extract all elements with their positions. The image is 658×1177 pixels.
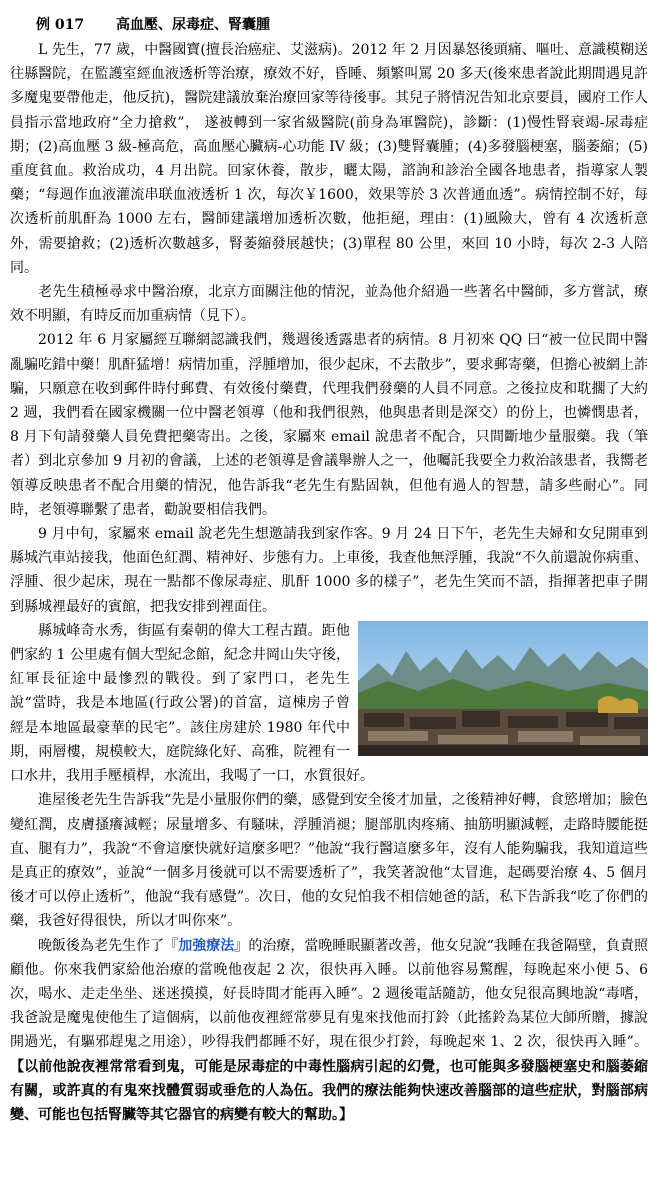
paragraph-5-text: 縣城峰奇水秀，街區有秦朝的偉大工程古蹟。距他們家約 1 公里處有個大型紀念館，紀念井岡山失守後，紅軍長征途中最慘烈的戰役。到了家門口，老先生說“當時，我是本地區(行政公署)的首富，這棟房子曾經是本地區最豪華的民宅”。該住房建於 1980 年代中期，兩層樓，規模較大，庭院綠化好、高雅，院裡有一口水井，我用手壓槓桿，水流出，我喝了一口，水質很好。 <box>10 622 374 785</box>
case-number: 例 017 <box>36 17 85 33</box>
method-link[interactable]: 加強療法 <box>178 937 235 954</box>
case-title: 高血壓、尿毒症、腎囊腫 <box>116 17 270 33</box>
paragraph-7-intro: 晚飯後為老先生作了『 <box>38 937 179 954</box>
paragraph-5-with-photo <box>10 619 648 788</box>
paragraph-1: L 先生，77 歲，中醫國寶(擅長治癌症、艾滋病)。2012 年 2 月因暴怒後頭痛、嘔吐、意識模糊送往縣醫院，在監護室經血液透析等治療，療效不好，昏睡、頻繁叫罵 20 多天(後來患者說此期間遇見許多魔鬼要帶他走，他反抗)，醫院建議放棄治療回家等待後事。其兒子將情況告知北京要員，國府工作人員指示當地政府“全力搶救”， 遂被轉到一家省級醫院(前身為軍醫院)，診斷：(1)慢性腎衰竭-尿毒症期；(2)高血壓 3 級-極高危，高血壓心臟病-心功能 IV 級；(3)雙腎囊腫；(4)多發腦梗塞，腦萎縮；(5)重度貧血。救治成功，4 月出院。回家休養，散步，曬太陽，諮詢和診治全國各地患者，指導家人製藥；“每週作血液灌流串联血液透析 1 次，每次￥1600，效果等於 3 次普通血透”。病情控制不好，每次透析前肌酐為 1000 左右，醫師建議增加透析次數，他拒絕，理由：(1)風險大，曾有 4 次透析意外，需要搶救；(2)透析次數越多，腎萎縮發展越快；(3)單程 80 公里，來回 10 小時，每次 2-3 人陪同。 <box>10 42 648 276</box>
landscape-photo-image <box>358 621 648 756</box>
paragraph-6: 進屋後老先生告訴我“先是小量服你們的藥，感覺到安全後才加量，之後精神好轉，食慾增加；臉色變紅潤，皮膚搔癢減輕；尿量增多、有騷味，浮腫消褪；腿部肌肉疼痛、抽筋明顯減輕，走路時腰能挺直、腿有力”，我說“不會這麼快就好這麼多吧？”他說“我行醫這麼多年，沒有人能夠騙我，我知道這些是真正的療效”，並說“一個多月後就可以不需要透析了”，我笑著說他“太冒進，起碼要治療 4、5 個月後才可以停止透析”，他說“我有感覺”。次日，他的女兒怕我不相信她爸的話，私下告訴我“吃了你們的藥，我爸好得很快，所以才叫你來”。 <box>10 792 648 930</box>
paragraph-7-note: 【以前他說夜裡常常看到鬼，可能是尿毒症的中毒性腦病引起的幻覺，也可能與多發腦梗塞史和腦萎縮有關，或許真的有鬼來找體質弱或垂危的人為伍。我們的療法能夠快速改善腦部的這些症狀，對腦部病變、可能也包括腎臟等其它器官的病變有較大的幫助。】 <box>10 1058 648 1123</box>
case-heading <box>36 14 648 36</box>
paragraph-7 <box>10 934 648 1128</box>
paragraph-2: 老先生積極尋求中醫治療，北京方面關注他的情況，並為他介紹過一些著名中醫師，多方嘗試，療效不明顯，有時反而加重病情（見下）。 <box>10 284 648 325</box>
landscape-photo <box>358 621 648 756</box>
paragraph-3: 2012 年 6 月家屬經互聯網認識我們，幾週後透露患者的病情。8 月初來 QQ 曰“被一位民間中醫亂騙吃錯中藥！肌酐猛增！病情加重，浮腫增加，很少起床，不去散步”，要求郵寄藥，但擔心被網上詐騙，只願意在收到郵件時付郵費、有效後付藥費，代理我們發藥的人員不同意。之後拉皮和耽擱了大約 2 週，我們看在國家機關一位中醫老領導（他和我們很熟，他與患者則是深交）的份上，也憐憫患者，8 月下旬請發藥人員免費把藥寄出。之後，家屬來 email 說患者不配合，只間斷地少量服藥。我（筆者）到北京參加 9 月初的會議，上述的老領導是會議舉辦人之一，他囑託我要全力救治該患者，我嚮老領導反映患者不配合用藥的情況，他告訴我“老先生有點固執，但他有過人的智慧，請多些耐心”。同時，老領導聯繫了患者，勸說要相信我們。 <box>10 332 648 518</box>
paragraph-7-body: 』的治療，當晚睡眠顯著改善，他女兒說“我睡在我爸隔壁，負責照顧他。你來我們家給他治療的當晚他夜起 2 次，很快再入睡。以前他容易驚醒，每晚起來小便 5、6 次，喝水、走走坐坐、迷迷摸摸，好長時間才能再入睡”。2 週後電話隨訪，他女兒很高興地說“毒嗜，我爸說是魔鬼使他生了這個病，以前他夜裡經常夢見有鬼來找他而打鈴（此搖鈴為某位大師所贈，據說開過光，有驅邪趕鬼之用途），吵得我們都睡不好，現在很少打鈴，每晚起來 1、2 次，很快再入睡”。 <box>10 937 649 1051</box>
paragraph-4: 9 月中旬，家屬來 email 說老先生想邀請我到家作客。9 月 24 日下午，老先生夫婦和女兒開車到縣城汽車站接我，他面色紅潤、精神好、步態有力。上車後，我查他無浮腫，我說“不久前還說你病重、浮腫、很少起床，現在一點都不像尿毒症、肌酐 1000 多的樣子”，老先生笑而不語，指揮著把車子開到縣城裡最好的賓館，把我安排到裡面住。 <box>10 526 648 615</box>
paragraph-5 <box>10 619 648 788</box>
